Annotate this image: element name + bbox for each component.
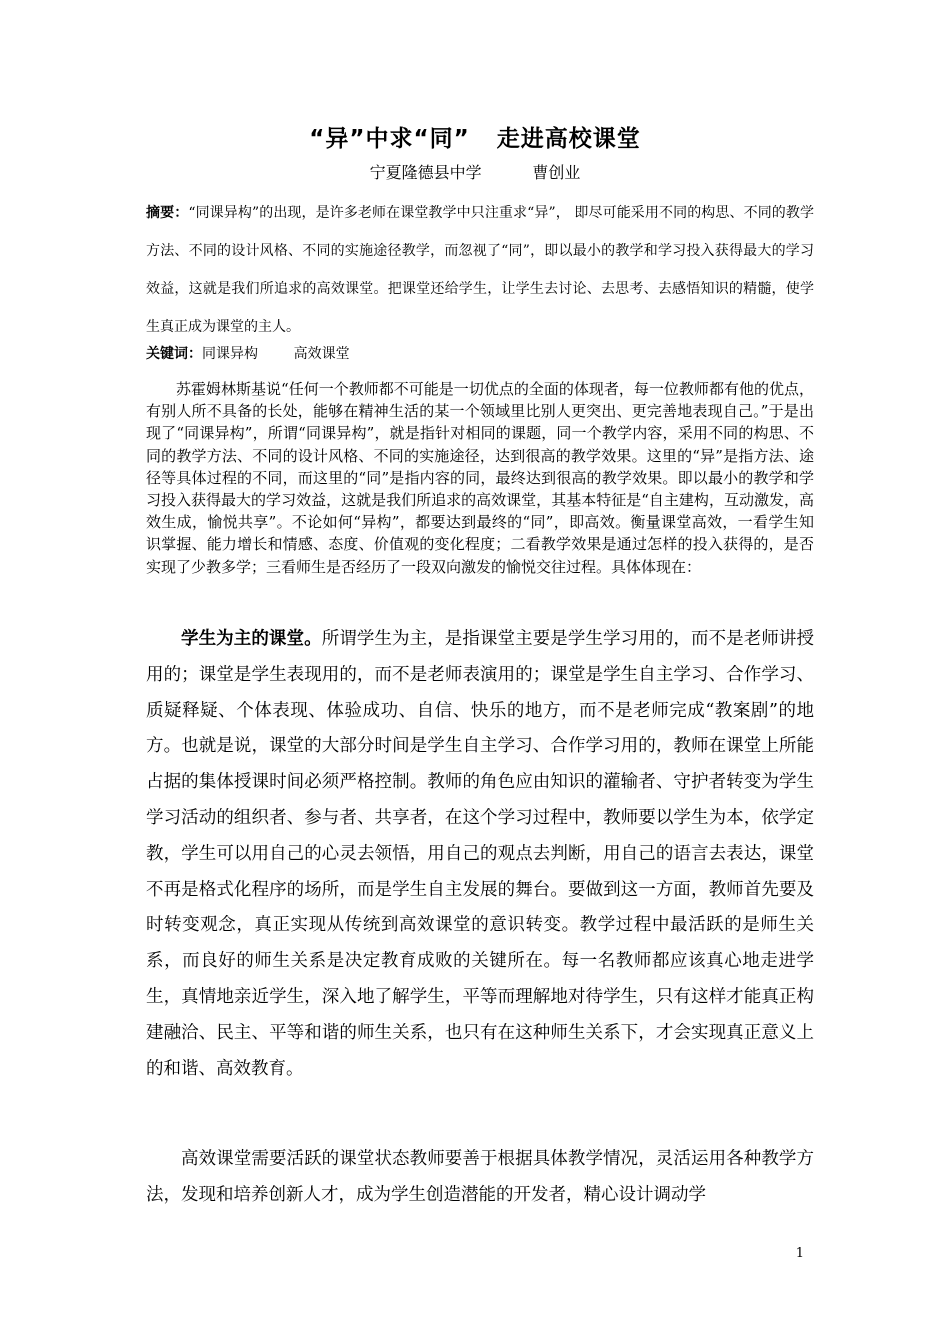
abstract-text: “同课异构”的出现，是许多老师在课堂教学中只注重求“异”， 即尽可能采用不同的构思、不同的教学方法、不同的设计风格、不同的实施途径教学，而忽视了“同”，即以最小的教学和学习投入获得最大的学习效益，这就是我们所追求的高效课堂。把课堂还给学生，让学生去讨论、去思考、去感悟知识的精髓，使学生真正成为课堂的主人。 [146,205,815,335]
abstract-paragraph [146,194,814,346]
intro-paragraph: 苏霍姆林斯基说“任何一个教师都不可能是一切优点的全面的体现者，每一位教师都有他的优点，有别人所不具备的长处，能够在精神生活的某一个领域里比别人更突出、更完善地表现自己。”于是出现了“同课异构”，所谓“同课异构”，就是指针对相同的课题，同一个教学内容，采用不同的构思、不同的教学方法、不同的设计风格、不同的实施途径，达到很高的教学效果。这里的“异”是指方法、途径等具体过程的不同，而这里的“同”是指内容的同，最终达到很高的教学效果。即以最小的教学和学习投入获得最大的学习效益，这就是我们所追求的高效课堂，其基本特征是“自主建构，互动激发，高效生成，愉悦共享”。不论如何“异构”，都要达到最终的“同”，即高效。衡量课堂高效，一看学生知识掌握、能力增长和情感、态度、价值观的变化程度；二看教学效果是通过怎样的投入获得的，是否实现了少教多学；三看师生是否经历了一段双向激发的愉悦交往过程。具体体现在： [146,380,814,576]
section-student-centered-text: 所谓学生为主，是指课堂主要是学生学习用的，而不是老师讲授用的；课堂是学生表现用的，而不是老师表演用的；课堂是学生自主学习、合作学习、质疑释疑、个体表现、体验成功、自信、快乐的地方，而不是老师完成“教案剧”的地方。也就是说，课堂的大部分时间是学生自主学习、合作学习用的，教师在课堂上所能占据的集体授课时间必须严格控制。教师的角色应由知识的灌输者、守护者转变为学生学习活动的组织者、参与者、共享者，在这个学习过程中，教师要以学生为本，依学定教，学生可以用自己的心灵去领悟，用自己的观点去判断，用自己的语言去表达，课堂不再是格式化程序的场所，而是学生自主发展的舞台。要做到这一方面，教师首先要及时转变观念，真正实现从传统到高效课堂的意识转变。教学过程中最活跃的是师生关系，而良好的师生关系是决定教育成败的关键所在。每一名教师都应该真心地走进学生，真情地亲近学生，深入地了解学生，平等而理解地对待学生，只有这样才能真正构建融洽、民主、平等和谐的师生关系，也只有在这种师生关系下，才会实现真正意义上的和谐、高效教育。 [146,629,814,1079]
page-number: 1 [795,1246,804,1261]
abstract-label: 摘要： [146,205,189,221]
section-student-centered-paragraph [146,622,814,1087]
keywords-line [146,342,814,366]
author-byline: 宁夏隆德县中学 曹创业 [369,163,581,182]
document-title: “异”中求“同” 走进高校课堂 [309,126,641,152]
keywords-text: 同课异构 高效课堂 [202,346,350,362]
section-student-centered-heading: 学生为主的课堂。 [181,629,322,649]
section-active-classroom-paragraph: 高效课堂需要活跃的课堂状态教师要善于根据具体教学情况，灵活运用各种教学方法，发现和培养创新人才，成为学生创造潜能的开发者，精心设计调动学 [146,1149,814,1205]
keywords-label: 关键词： [146,346,202,362]
